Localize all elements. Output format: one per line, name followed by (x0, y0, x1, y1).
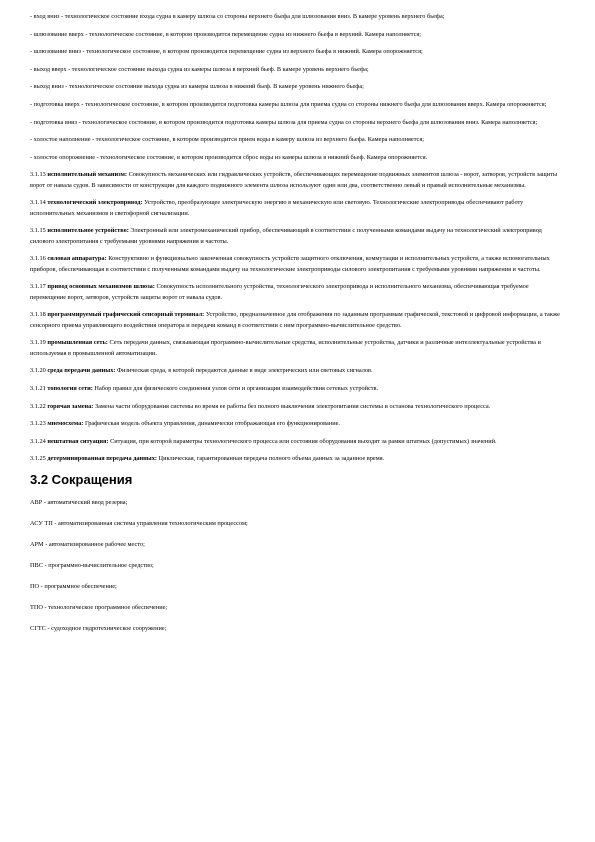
definition-term: исполнительный механизм: (47, 171, 127, 179)
abbreviation-item: ПО - программное обеспечение; (30, 582, 117, 590)
definition-number: 3.1.15 (30, 227, 46, 235)
definition-term: топология сети: (47, 384, 93, 392)
definition-number: 3.1.25 (30, 455, 46, 463)
definition-text: Совокупность исполнительного устройства, технологического электропривода и исполнительного механизма, обеспечивающая требуемое перемещение ворот, затворов, устройств защиты ворот от навала судов. (30, 283, 529, 301)
definition-term: нештатная ситуация: (47, 437, 109, 445)
section-heading: 3.2 Сокращения (30, 471, 133, 487)
document-page (30, 12, 565, 645)
abbreviation-item: АСУ ТП - автоматизированная система управления технологическим процессом; (30, 519, 248, 527)
definition-term: детерминированная передача данных: (47, 455, 157, 463)
definition-term: промышленная сеть: (47, 339, 108, 347)
abbreviation-item: АВР - автоматический ввод резерва; (30, 498, 128, 506)
list-item: - шлюзование вниз - технологическое состояние, в котором производится перемещение судна из верхнего бьефа в нижний. Камера опорожняется; (30, 48, 423, 56)
list-item: - подготовка вниз - технологическое состояние, в котором производится подготовка камеры шлюза для приема судна со стороны верхнего бьефа для шлюзования вниз. Камера наполняется; (30, 118, 538, 126)
state-list (30, 12, 565, 163)
list-item: - вход вниз - технологическое состояние входа судна в камеру шлюза со стороны верхнего бьефа для шлюзования вниз. В камере уровень верхнего бьефа; (30, 13, 445, 20)
definition-text: Конструктивно и функционально законченная совокупность устройств защитного отключения, коммутации и исполнительных устройств, а также вспомогательных приборов, обеспечивающая в соответствии с полученными командами выдачу на технологические электроприводы силового электропитания с требуемыми уровнями напряжения и частоты. (30, 255, 550, 273)
definition-text: Совокупность механических или гидравлических устройств, обеспечивающих перемещение подвижных элементов шлюза - ворот, затворов, устройств защиты ворот от навала судов. В зависимости от конструкции для каждого подвижного элемента шлюза используют один или два, соответственно левый и правый исполнительные механизмы. (30, 171, 558, 189)
definition-item (30, 198, 565, 219)
definitions-list (30, 170, 565, 464)
definition-text: Замена части оборудования системы во время ее работы без полного выключения электропитания системы и останова технологического процесса. (94, 402, 491, 410)
abbreviation-item: ПВС - программно-вычислительное средство; (30, 561, 154, 569)
definition-item (30, 226, 565, 247)
definition-term: исполнительное устройство: (47, 227, 129, 235)
definition-item (30, 366, 565, 376)
definition-item (30, 170, 565, 191)
definition-text: Циклическая, гарантированная передача полного объема данных за заданное время. (158, 455, 385, 463)
definition-item (30, 338, 565, 359)
definition-number: 3.1.17 (30, 283, 46, 291)
definition-text: Ситуация, при которой параметры технологического процесса или состояния оборудования выходят за рамки штатных (допустимых) значений. (110, 437, 497, 445)
definition-number: 3.1.14 (30, 199, 46, 207)
definition-number: 3.1.18 (30, 311, 46, 319)
list-item: - холостое наполнение - технологическое состояние, в котором производится прием воды в камеру шлюза из верхнего бьефа. Камера наполняется; (30, 136, 424, 144)
list-item: - выход вверх - технологическое состояние выхода судна из камеры шлюза в верхний бьеф. В камере уровень верхнего бьефа; (30, 65, 369, 73)
definition-item (30, 454, 565, 464)
definition-item (30, 310, 565, 331)
definition-number: 3.1.16 (30, 255, 46, 263)
definition-text: Набор правил для физического соединения узлов сети и организации взаимодействия сетевых устройств. (94, 384, 379, 392)
definition-item (30, 282, 565, 303)
definition-number: 3.1.24 (30, 437, 46, 445)
definition-text: Сеть передачи данных, связывающая программно-вычислительные средства, исполнительные устройства, датчики и различные интеллектуальные устройства и используемая в промышленной автоматизации. (30, 339, 541, 357)
definition-item (30, 437, 565, 447)
definition-item (30, 254, 565, 275)
list-item: - подготовка вверх - технологическое состояние, в котором производится подготовка камеры шлюза для приема судна со стороны нижнего бьефа для шлюзования вверх. Камера опорожняется; (30, 100, 547, 108)
list-item: - холостое опорожнение - технологическое состояние, в котором производится сброс воды из камеры шлюза в нижний бьеф. Камера опорожняется. (30, 153, 428, 161)
definition-item (30, 384, 565, 394)
definition-text: Физическая среда, в которой передаются данные в виде электрических или световых сигналов. (117, 367, 373, 375)
definition-term: мнемосхема: (47, 420, 84, 428)
definition-term: среда передачи данных: (47, 367, 116, 375)
definition-term: силовая аппаратура: (47, 255, 107, 263)
definition-item (30, 402, 565, 412)
list-item: - выход вниз - технологическое состояние выхода судна из камеры шлюза в нижний бьеф. В камере уровень нижнего бьефа; (30, 83, 364, 91)
definition-term: программируемый графический сенсорный терминал: (47, 311, 205, 319)
definition-number: 3.1.21 (30, 384, 46, 392)
list-item: - шлюзование вверх - технологическое состояние, в котором производится перемещение судна из нижнего бьефа в верхний. Камера наполняется; (30, 30, 422, 38)
definition-text: Устройство, преобразующее электрическую энергию в механическую или световую. Технологические электроприводы обеспечивают работу исполнительных механизмов и светофорной сигнализации. (30, 199, 524, 217)
definition-number: 3.1.23 (30, 420, 46, 428)
definition-number: 3.1.19 (30, 339, 46, 347)
definition-term: технологический электропривод: (47, 199, 143, 207)
definition-text: Графическая модель объекта управления, динамически отображающая его функционирование. (84, 420, 340, 428)
definition-term: горячая замена: (47, 402, 94, 410)
definition-number: 3.1.20 (30, 367, 46, 375)
abbreviations-list (30, 498, 565, 634)
abbreviation-item: СГТС - судоходное гидротехническое сооружение; (30, 624, 167, 632)
definition-text: Электронный или электромеханический прибор, обеспечивающий в соответствии с полученными командами выдачу на технологический электропривод силового электропитания с требуемыми уровнями напряжения и частоты. (30, 227, 542, 245)
definition-number: 3.1.22 (30, 402, 46, 410)
abbreviation-item: ТПО - технологическое программное обеспечение; (30, 603, 168, 611)
definition-text: Устройство, предназначенное для отображения по заданным программам графической, текстовой и цифровой информации, а также сенсорного приема управляющего воздействия оператора и передачи команд в соответствии с ним программно-вычислительное средство. (30, 311, 560, 329)
definition-term: привод основных механизмов шлюза: (47, 283, 155, 291)
abbreviation-item: АРМ - автоматизированное рабочее место; (30, 540, 145, 548)
definition-number: 3.1.13 (30, 171, 46, 179)
definition-item (30, 419, 565, 429)
